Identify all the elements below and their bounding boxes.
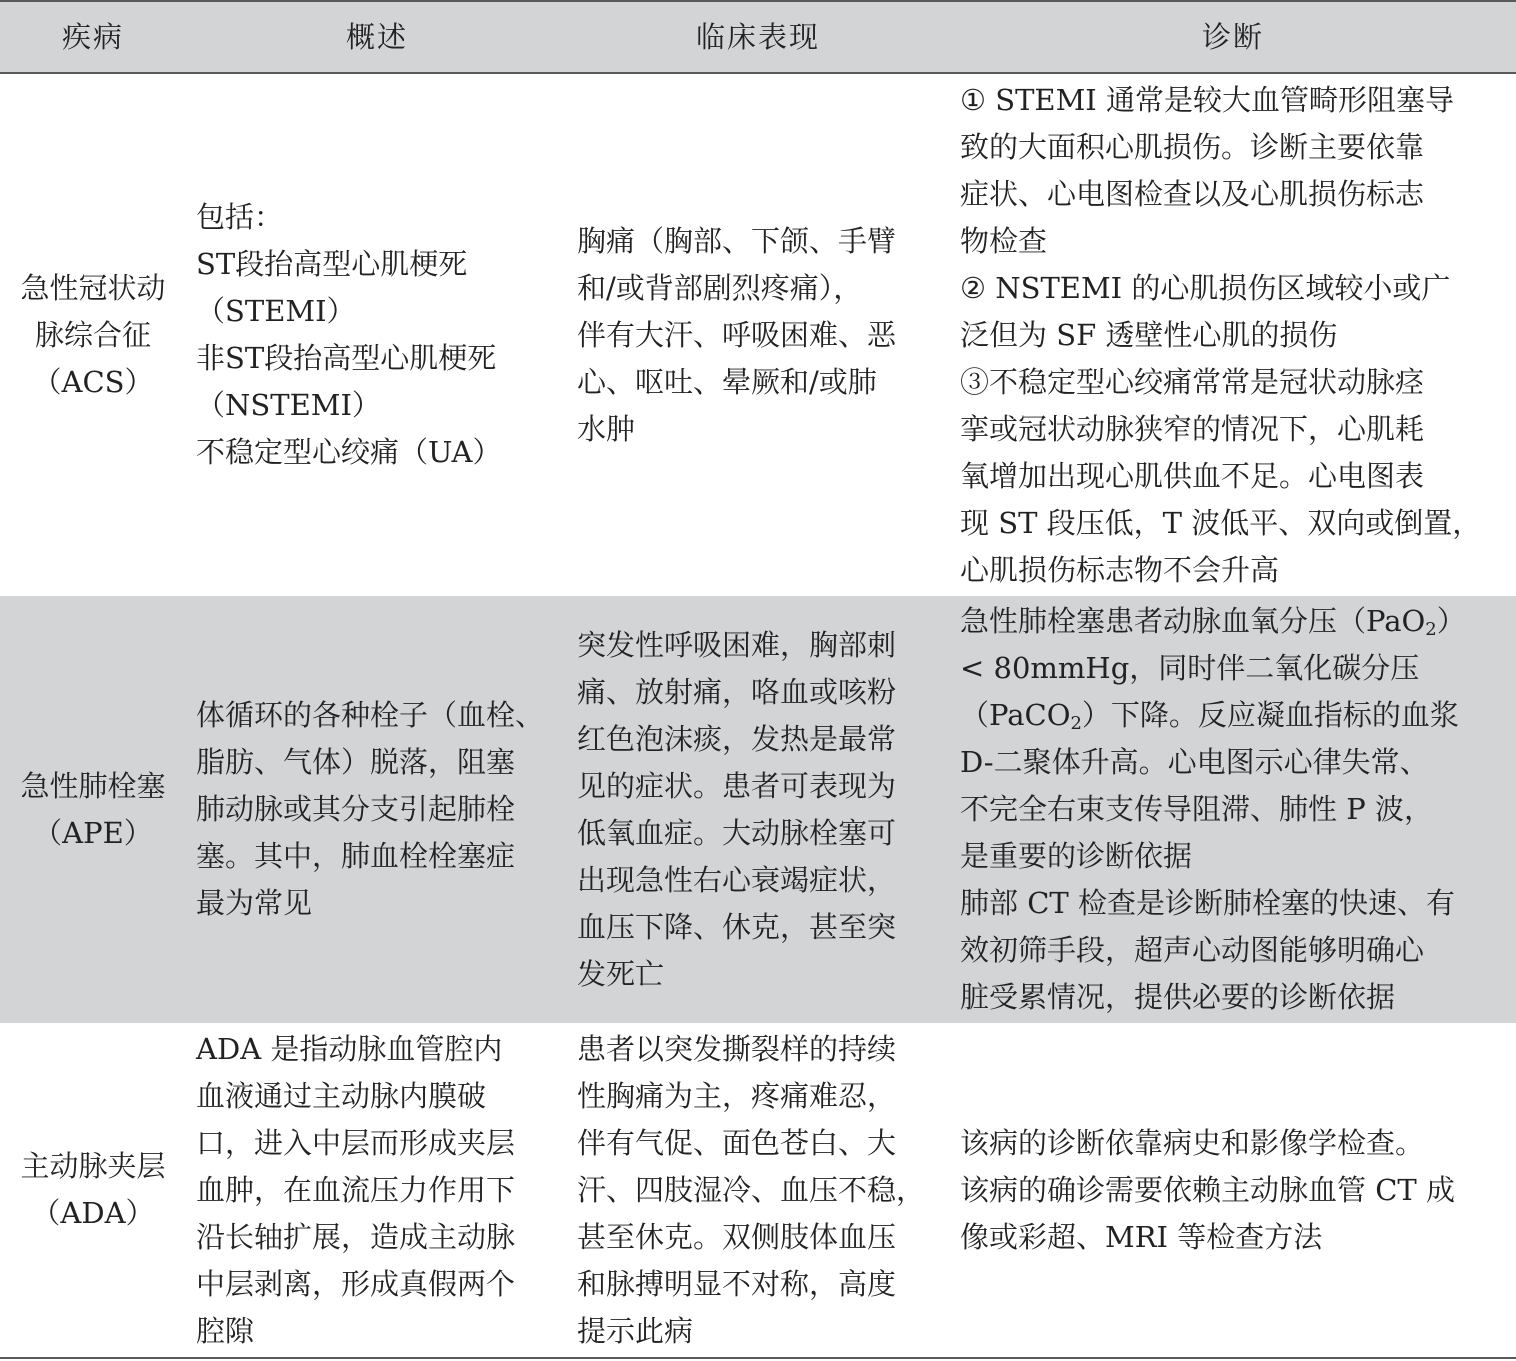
disease-abbr: （ACS）: [32, 364, 154, 399]
clinical-line: 性胸痛为主，疼痛难忍，: [577, 1078, 897, 1113]
overview-line: （STEMI）: [196, 294, 356, 328]
diagnosis-text: 急性肺栓塞患者动脉血氧分压（PaO: [960, 604, 1426, 638]
diagnosis-text: （PaCO: [960, 698, 1071, 732]
overview-line: 体循环的各种栓子（血栓、: [196, 698, 545, 732]
diagnosis-line: 像或彩超、MRI 等检查方法: [960, 1219, 1323, 1254]
diagnosis-line: [960, 692, 1506, 739]
clinical-line: 发死亡: [577, 956, 665, 991]
clinical-line: 胸痛（胸部、下颌、手臂: [577, 223, 897, 258]
clinical-line: 心、呕吐、晕厥和/或肺: [577, 364, 877, 399]
disease-name-line: 主动脉夹层: [20, 1149, 166, 1183]
cell-clinical: [577, 74, 939, 596]
cell-disease: [8, 1023, 178, 1357]
overview-line: 血肿，在血流压力作用下: [196, 1172, 516, 1207]
cell-clinical: [577, 596, 939, 1023]
clinical-line: 和脉搏明显不对称，高度: [577, 1266, 897, 1301]
cell-overview: [196, 1023, 558, 1357]
diagnosis-text: ）: [1436, 604, 1466, 638]
clinical-line: 伴有气促、面色苍白、大: [577, 1125, 897, 1160]
clinical-line: 提示此病: [577, 1313, 694, 1348]
overview-line: 中层剥离，形成真假两个: [196, 1266, 516, 1301]
diagnosis-line: 现 ST 段压低，T 波低平、双向或倒置，: [960, 505, 1482, 540]
table-row-ape: [0, 596, 1516, 1023]
overview-line: 塞。其中，肺血栓栓塞症: [196, 839, 516, 873]
diagnosis-line: 泛但为 SF 透壁性心肌的损伤: [960, 317, 1338, 352]
clinical-line: 见的症状。患者可表现为: [577, 768, 897, 803]
overview-line: 口，进入中层而形成夹层: [196, 1125, 516, 1160]
diagnosis-line: 氧增加出现心肌供血不足。心电图表: [960, 458, 1425, 493]
clinical-line: 出现急性右心衰竭症状，: [577, 862, 897, 897]
diagnosis-line: 心肌损伤标志物不会升高: [960, 552, 1280, 587]
diagnosis-line: 致的大面积心肌损伤。诊断主要依靠: [960, 129, 1425, 164]
cell-diagnosis: [960, 596, 1506, 1023]
cell-overview: [196, 596, 558, 1023]
overview-line: 血液通过主动脉内膜破: [196, 1078, 487, 1113]
diagnosis-line: 该病的诊断依靠病史和影像学检查。: [960, 1125, 1425, 1160]
overview-line: 非ST段抬高型心肌梗死: [196, 341, 497, 375]
diagnosis-line: 肺部 CT 检查是诊断肺栓塞的快速、有: [960, 886, 1455, 920]
diagnosis-line: 挛或冠状动脉狭窄的情况下，心肌耗: [960, 411, 1425, 446]
overview-line: ADA 是指动脉血管腔内: [196, 1031, 503, 1066]
cell-overview: [196, 74, 558, 596]
table-header-row: [0, 2, 1516, 72]
overview-line: ST段抬高型心肌梗死: [196, 247, 468, 281]
clinical-line: 汗、四肢湿冷、血压不稳，: [577, 1172, 926, 1207]
table-bottom-rule: [0, 1357, 1516, 1359]
clinical-line: 红色泡沫痰，发热是最常: [577, 721, 897, 756]
diagnosis-line: D-二聚体升高。心电图示心律失常、: [960, 745, 1429, 779]
disease-name-line: 脉综合征: [34, 317, 151, 352]
cell-clinical: [577, 1023, 939, 1357]
diagnosis-line: 效初筛手段，超声心动图能够明确心: [960, 933, 1425, 967]
clinical-line: 水肿: [577, 411, 636, 446]
diagnosis-line: 脏受累情况，提供必要的诊断依据: [960, 980, 1396, 1014]
header-clinical: 临床表现: [695, 20, 820, 54]
diagnosis-line: ③不稳定型心绞痛常常是冠状动脉痉: [960, 364, 1425, 399]
clinical-line: 和/或背部剧烈疼痛），: [577, 270, 863, 305]
diagnosis-text: ）下降。反应凝血指标的血浆: [1081, 698, 1459, 732]
clinical-line: 甚至休克。双侧肢体血压: [577, 1219, 897, 1254]
subscript: 2: [1425, 619, 1437, 640]
diagnosis-line: ① STEMI 通常是较大血管畸形阻塞导: [960, 82, 1454, 117]
header-overview: 概述: [345, 20, 408, 54]
disease-abbr: （ADA）: [31, 1196, 155, 1230]
overview-line: （NSTEMI）: [196, 388, 381, 422]
clinical-line: 伴有大汗、呼吸困难、恶: [577, 317, 897, 352]
overview-line: 肺动脉或其分支引起肺栓: [196, 792, 516, 826]
diagnosis-line: ② NSTEMI 的心肌损伤区域较小或广: [960, 270, 1451, 305]
table-row-acs: [0, 74, 1516, 596]
clinical-line: 患者以突发撕裂样的持续: [577, 1031, 897, 1066]
clinical-line: 痛、放射痛，咯血或咳粉: [577, 674, 897, 709]
header-diagnosis: 诊断: [1201, 20, 1264, 54]
disease-name-line: 急性肺栓塞: [20, 768, 166, 803]
overview-line: 脂肪、气体）脱落，阻塞: [196, 745, 516, 779]
diagnosis-line: [960, 598, 1506, 645]
clinical-line: 低氧血症。大动脉栓塞可: [577, 815, 897, 850]
diagnosis-line: 物检查: [960, 223, 1048, 258]
cell-disease: [8, 74, 178, 596]
overview-line: 最为常见: [196, 886, 313, 920]
diagnosis-line: 该病的确诊需要依赖主动脉血管 CT 成: [960, 1172, 1455, 1207]
table-row-ada: [0, 1023, 1516, 1357]
subscript: 2: [1070, 713, 1082, 734]
overview-line: 包括：: [196, 200, 284, 234]
diagnosis-line: 不完全右束支传导阻滞、肺性 P 波，: [960, 792, 1433, 826]
cell-disease: [8, 596, 178, 1023]
clinical-line: 突发性呼吸困难，胸部刺: [577, 627, 897, 662]
clinical-line: 血压下降、休克，甚至突: [577, 909, 897, 944]
disease-name-line: 急性冠状动: [20, 270, 166, 305]
disease-abbr: （APE）: [33, 815, 153, 850]
header-disease: 疾病: [61, 20, 124, 54]
cell-diagnosis: [960, 74, 1506, 596]
overview-line: 不稳定型心绞痛（UA）: [196, 435, 502, 469]
diagnosis-line: < 80mmHg，同时伴二氧化碳分压: [960, 651, 1420, 685]
diagnosis-line: 症状、心电图检查以及心肌损伤标志: [960, 176, 1425, 211]
overview-line: 腔隙: [196, 1313, 255, 1348]
diagnosis-line: 是重要的诊断依据: [960, 839, 1193, 873]
cell-diagnosis: [960, 1023, 1506, 1357]
overview-line: 沿长轴扩展，造成主动脉: [196, 1219, 516, 1254]
